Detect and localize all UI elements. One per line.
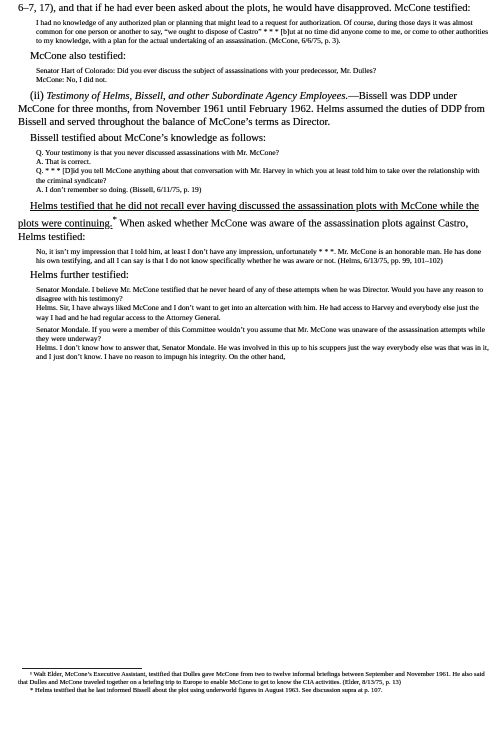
section-heading-ii [18,90,489,129]
quote-helms-1: No, it isn’t my impression that I told him, at least I don’t have any impression, unfortunately * * *. Mr. McCone is an honorable man. He has done his own testifying, and all I can say is that I do not know specifically whether he was aware or not. (Helms, 6/13/75, pp. 99, 101–102) [36,246,482,265]
quote-bissell-a2: A. I don’t remember so doing. (Bissell, 6/11/75, p. 19) [36,184,202,194]
quote-hart-question: Senator Hart of Colorado: Did you ever discuss the subject of assassinations with your predecessor, Mr. Dulles? [36,65,377,75]
quote-mondale-q2: Senator Mondale. If you were a member of this Committee wouldn’t you assume that Mr. McCone was unaware of the assassination attempts while they were underway? [36,324,486,343]
quote-bissell-q1: Q. Your testimony is that you never discussed assassinations with Mr. McCone? [36,148,279,158]
helms-underlined-text: Helms testified that he did not recall ever having discussed the assassination plots with McCone while the plots were continuing. [18,201,479,230]
paragraph-helms-further: Helms further testified: [30,269,129,281]
paragraph-bissell: Bissell testified about McCone’s knowledge as follows: [30,133,266,145]
footnote-marker: * [112,214,117,225]
footnote-2: * Helms testified that he last informed Bissell about the plot using underworld figures in August 1963. See discussion supra at p. 107. [30,687,383,694]
footnotes [18,671,489,695]
quote-helms-a1: Helms. Sir, I have always liked McCone and I don’t want to get into an altercation with him. He had access to Harvey and everybody else just the way I had and he had regular access to the Attorney General. [36,303,479,322]
body-text [18,2,489,362]
quote-bissell-a1: A. That is correct. [36,157,91,167]
helms-rest-text: When asked whether McCone was aware of the assassination plots against Castro, Helms testified: [18,218,469,243]
section-title: Testimony of Helms, Bissell, and other Subordinate Agency Employees. [46,91,349,103]
section-number: (ii) [30,90,44,103]
section-body: —Bissell was DDP under McCone for three months, from November 1961 until February 1962. Helms assumed the duties of DDP from Bissell and served throughout the balance of McCone’s terms as Director. [18,91,485,129]
quote-bissell-q2: Q. * * * [D]id you tell McCone anything about that conversation with Mr. Harvey in which you at least told him to take over the relationship with the criminal syndicate? [36,166,480,185]
footnote-1: ¹ Walt Elder, McCone’s Executive Assistant, testified that Dulles gave McCone from two to twelve informal briefings between September and November 1961. He also said that Dulles and McCone traveled together on a briefing trip to Europe to enable McCone to get to know the CIA activities. (Elder, 8/13/75, p. 13) [18,671,485,686]
quote-mccone-answer: McCone: No, I did not. [36,74,107,84]
footnote-divider [22,668,142,669]
quote-mccone-1: I had no knowledge of any authorized plan or planning that might lead to a request for authorization. Of course, during those days it was almost common for one person or another to say, “we ought to dispose of Castro” * * * [b]ut at no time did anyone come to me, or come to other authorities to my knowledge, with a plan for the actual undertaking of an assassination. (McCone, 6/6/75, p. 3). [36,18,489,46]
quote-helms-a2: Helms. I don’t know how to answer that, Senator Mondale. He was involved in this up to his scuppers just the way everybody else was that was in it, and I just don’t know. I have no reason to impugn his integrity. On the other hand, [36,343,489,362]
paragraph-helms [18,200,489,244]
paragraph-intro: 6–7, 17), and that if he had ever been asked about the plots, he would have disapproved. McCone testified: [18,3,471,14]
quote-mondale-q1: Senator Mondale. I believe Mr. McCone testified that he never heard of any of these attempts when he was Director. Would you have any reason to disagree with his testimony? [36,284,484,304]
paragraph-mccone-also: McCone also testified: [30,50,126,62]
